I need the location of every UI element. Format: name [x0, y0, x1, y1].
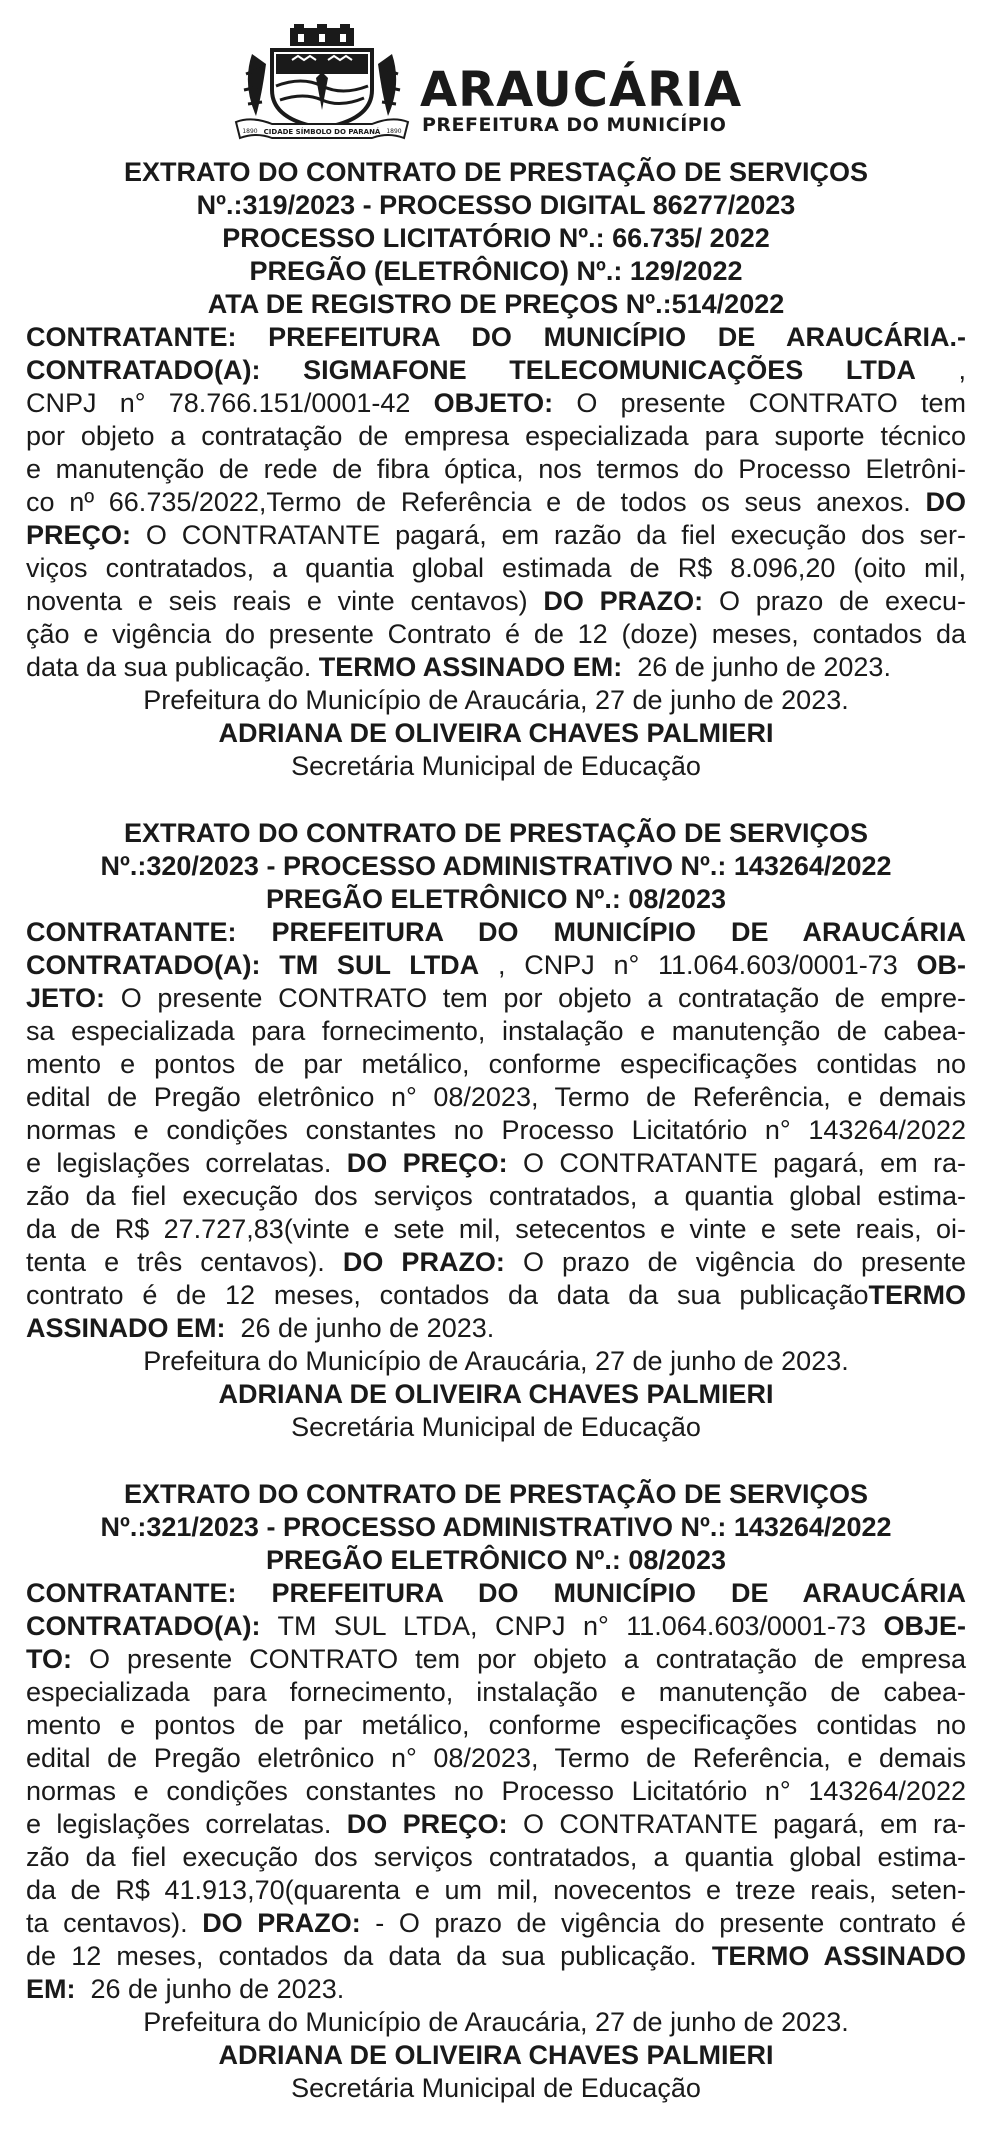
body-line [26, 1874, 966, 1907]
body-line [26, 1841, 966, 1874]
body-text: de 12 meses, contados da data da sua publicação. [26, 1941, 712, 1971]
bold-text: CONTRATADO(A): TM SUL LTDA [26, 950, 480, 980]
bold-text: OB- [916, 950, 966, 980]
body-line [26, 1312, 966, 1345]
bold-text: CONTRATANTE: PREFEITURA DO MUNICÍPIO DE ARAUCÁRIA [26, 1578, 966, 1608]
brand-name: ARAUCÁRIA [420, 62, 743, 118]
bold-text: TERMO ASSINADO EM: [318, 652, 623, 682]
body-line [26, 1643, 966, 1676]
signer-role: Secretária Municipal de Educação [291, 751, 701, 781]
bold-text: DO PRAZO: [543, 586, 704, 616]
body-text: sa especializada para fornecimento, instalação e manutenção de cabea- [26, 1016, 966, 1046]
body-text: TM SUL LTDA, CNPJ n° 11.064.603/0001-73 [260, 1611, 884, 1641]
extract-heading-line: Nº.:320/2023 - PROCESSO ADMINISTRATIVO Nº.: 143264/2022 [100, 851, 892, 881]
body-text: ção e vigência do presente Contrato é de 12 (doze) meses, contados da [26, 619, 966, 649]
body-line [26, 651, 966, 684]
body-line [26, 1709, 966, 1742]
body-text: , CNPJ n° 11.064.603/0001-73 [479, 950, 917, 980]
bold-text: OBJETO: [433, 388, 554, 418]
bold-text: DO [925, 487, 966, 517]
body-text: zão da fiel execução dos serviços contratados, a quantia global estima- [26, 1842, 966, 1872]
seal-motto: CIDADE SÍMBOLO DO PARANÁ [263, 128, 381, 136]
body-text: - O prazo de vigência do presente contrato é [360, 1908, 966, 1938]
bold-text: DO PRAZO: [342, 1247, 505, 1277]
body-line [26, 1940, 966, 1973]
body-line [26, 420, 966, 453]
body-line [26, 453, 966, 486]
bold-text: OBJE- [883, 1611, 966, 1641]
extract-heading-line: ATA DE REGISTRO DE PREÇOS Nº.:514/2022 [207, 289, 785, 319]
body-line [26, 387, 966, 420]
signer-name: ADRIANA DE OLIVEIRA CHAVES PALMIERI [218, 2040, 774, 2070]
body-text: contrato é de 12 meses, contados da data da sua publicação [26, 1280, 869, 1310]
body-text: edital de Pregão eletrônico n° 08/2023, Termo de Referência, e demais [26, 1082, 966, 1112]
body-text: edital de Pregão eletrônico n° 08/2023, Termo de Referência, e demais [26, 1743, 966, 1773]
body-line [26, 486, 966, 519]
body-text: O CONTRATANTE pagará, em ra- [507, 1809, 966, 1839]
bold-text: TERMO ASSINADO [711, 1941, 966, 1971]
body-text: O CONTRATANTE pagará, em razão da fiel execução dos ser- [131, 520, 966, 550]
body-text: 26 de junho de 2023. [75, 1974, 345, 2004]
bold-text: TERMO [868, 1280, 966, 1310]
body-text: , [915, 355, 966, 385]
body-text: O CONTRATANTE pagará, em ra- [507, 1148, 966, 1178]
body-line [26, 354, 966, 387]
body-text: noventa e seis reais e vinte centavos) [26, 586, 544, 616]
extract-heading-line: PREGÃO ELETRÔNICO Nº.: 08/2023 [266, 1545, 726, 1575]
body-text: O presente CONTRATO tem [553, 388, 967, 418]
page-header [0, 24, 988, 144]
body-line [26, 1048, 966, 1081]
extract-heading-line: PREGÃO ELETRÔNICO Nº.: 08/2023 [266, 884, 726, 914]
body-text: 26 de junho de 2023. [622, 652, 891, 682]
bold-text: PREÇO: [26, 520, 132, 550]
body-text: O presente CONTRATO tem por objeto a contratação de empresa [72, 1644, 966, 1674]
body-line [26, 1907, 966, 1940]
body-line [26, 1081, 966, 1114]
body-line [26, 1577, 966, 1610]
bold-text: DO PREÇO: [346, 1809, 508, 1839]
body-line [26, 1213, 966, 1246]
brand [420, 62, 743, 136]
extract-heading-line: Nº.:319/2023 - PROCESSO DIGITAL 86277/2023 [196, 190, 796, 220]
extract-heading-line: EXTRATO DO CONTRATO DE PRESTAÇÃO DE SERVIÇOS [123, 818, 869, 848]
bold-text: ASSINADO EM: [26, 1313, 226, 1343]
body-text: O prazo de execu- [703, 586, 966, 616]
bold-text: CONTRATANTE: PREFEITURA DO MUNICÍPIO DE ARAUCÁRIA [26, 917, 966, 947]
body-line [26, 585, 966, 618]
body-line [26, 1246, 966, 1279]
body-line [26, 321, 966, 354]
extract-heading-line: PREGÃO (ELETRÔNICO) Nº.: 129/2022 [249, 256, 743, 286]
place-and-date: Prefeitura do Município de Araucária, 27 de junho de 2023. [143, 2007, 849, 2037]
contract-extract [26, 156, 966, 783]
body-line [26, 1015, 966, 1048]
body-text: especializada para fornecimento, instalação e manutenção de cabea- [26, 1677, 966, 1707]
contract-extract [26, 1478, 966, 2105]
seal-year-left: 1890 [242, 128, 258, 135]
body-line [26, 949, 966, 982]
body-text: data da sua publicação. [26, 652, 319, 682]
bold-text: JETO: [26, 983, 106, 1013]
body-line [26, 618, 966, 651]
place-and-date: Prefeitura do Município de Araucária, 27 de junho de 2023. [143, 685, 849, 715]
body-text: O prazo de vigência do presente [504, 1247, 967, 1277]
contract-extract [26, 817, 966, 1444]
bold-text: CONTRATADO(A): [26, 1611, 261, 1641]
signer-name: ADRIANA DE OLIVEIRA CHAVES PALMIERI [218, 1379, 774, 1409]
body-line [26, 1742, 966, 1775]
extract-heading-line: EXTRATO DO CONTRATO DE PRESTAÇÃO DE SERVIÇOS [123, 157, 869, 187]
body-text: por objeto a contratação de empresa especializada para suporte técnico [26, 421, 966, 451]
brand-subtitle: PREFEITURA DO MUNICÍPIO [422, 114, 727, 136]
body-line [26, 1676, 966, 1709]
extract-heading-line: EXTRATO DO CONTRATO DE PRESTAÇÃO DE SERVIÇOS [123, 1479, 869, 1509]
body-text: normas e condições constantes no Processo Licitatório n° 143264/2022 [26, 1776, 966, 1806]
body-text: co nº 66.735/2022,Termo de Referência e de todos os seus anexos. [26, 487, 926, 517]
body-text: mento e pontos de par metálico, conforme especificações contidas no [26, 1049, 966, 1079]
body-text: e manutenção de rede de fibra óptica, nos termos do Processo Eletrôni- [26, 454, 966, 484]
body-line [26, 1808, 966, 1841]
body-line [26, 1973, 966, 2006]
contract-extracts [26, 156, 966, 2139]
body-line [26, 519, 966, 552]
body-text: e legislações correlatas. [26, 1809, 347, 1839]
body-text: mento e pontos de par metálico, conforme especificações contidas no [26, 1710, 966, 1740]
extract-heading-line: PROCESSO LICITATÓRIO Nº.: 66.735/ 2022 [222, 223, 770, 253]
body-text: O presente CONTRATO tem por objeto a contratação de empre- [105, 983, 966, 1013]
body-text: 26 de junho de 2023. [225, 1313, 495, 1343]
bold-text: TO: [26, 1644, 72, 1674]
bold-text: CONTRATADO(A): SIGMAFONE TELECOMUNICAÇÕES LTDA [26, 355, 916, 385]
body-text: ta centavos). [26, 1908, 203, 1938]
body-line [26, 1180, 966, 1213]
body-line [26, 552, 966, 585]
body-text: tenta e três centavos). [26, 1247, 343, 1277]
body-text: CNPJ n° 78.766.151/0001-42 [26, 388, 434, 418]
body-text: viços contratados, a quantia global estimada de R$ 8.096,20 (oito mil, [26, 553, 966, 583]
body-line [26, 1279, 966, 1312]
bold-text: DO PREÇO: [346, 1148, 508, 1178]
bold-text: EM: [26, 1974, 76, 2004]
body-line [26, 1114, 966, 1147]
body-text: zão da fiel execução dos serviços contratados, a quantia global estima- [26, 1181, 966, 1211]
body-text: da de R$ 41.913,70(quarenta e um mil, novecentos e treze reais, seten- [26, 1875, 966, 1905]
signer-role: Secretária Municipal de Educação [291, 2073, 701, 2103]
body-text: da de R$ 27.727,83(vinte e sete mil, setecentos e vinte e sete reais, oi- [26, 1214, 966, 1244]
body-text: e legislações correlatas. [26, 1148, 347, 1178]
bold-text: DO PRAZO: [202, 1908, 361, 1938]
body-text: normas e condições constantes no Processo Licitatório n° 143264/2022 [26, 1115, 966, 1145]
body-line [26, 1147, 966, 1180]
body-line [26, 916, 966, 949]
body-line [26, 1775, 966, 1808]
bold-text: CONTRATANTE: PREFEITURA DO MUNICÍPIO DE ARAUCÁRIA.- [26, 322, 966, 352]
place-and-date: Prefeitura do Município de Araucária, 27 de junho de 2023. [143, 1346, 849, 1376]
signer-role: Secretária Municipal de Educação [291, 1412, 701, 1442]
coat-of-arms-icon [232, 24, 412, 142]
signer-name: ADRIANA DE OLIVEIRA CHAVES PALMIERI [218, 718, 774, 748]
body-line [26, 982, 966, 1015]
extract-heading-line: Nº.:321/2023 - PROCESSO ADMINISTRATIVO Nº.: 143264/2022 [100, 1512, 892, 1542]
seal-year-right: 1890 [386, 128, 402, 135]
body-line [26, 1610, 966, 1643]
